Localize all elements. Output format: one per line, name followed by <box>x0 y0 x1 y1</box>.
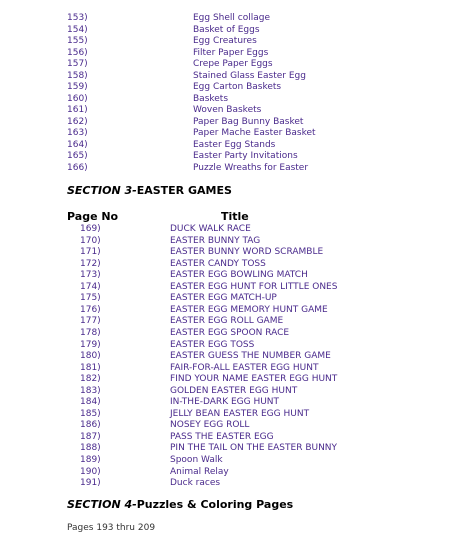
item-page-number: 185) <box>80 408 101 419</box>
item-title: Spoon Walk <box>170 455 223 465</box>
item-title: EASTER BUNNY WORD SCRAMBLE <box>170 247 324 258</box>
item-page-number: 164) <box>67 139 88 150</box>
item-page-number: 171) <box>80 247 101 258</box>
item-title: Crepe Paper Eggs <box>193 59 273 69</box>
item-page-number: 189) <box>80 455 101 465</box>
item-page-number: 170) <box>80 235 101 246</box>
item-page-number: 174) <box>80 281 101 292</box>
item-title: Easter Party Invitations <box>193 151 298 161</box>
item-page-number: 178) <box>80 327 101 338</box>
item-title: Basket of Eggs <box>193 24 260 35</box>
item-page-number: 172) <box>80 258 101 269</box>
item-page-number: 157) <box>67 59 88 69</box>
item-page-number: 191) <box>80 478 101 489</box>
item-title: PASS THE EASTER EGG <box>170 431 274 442</box>
item-page-number: 163) <box>67 128 88 138</box>
item-page-number: 166) <box>67 162 88 173</box>
item-title: Paper Mache Easter Basket <box>193 128 316 138</box>
item-page-number: 155) <box>67 36 88 46</box>
item-page-number: 186) <box>80 420 101 431</box>
item-title: Egg Creatures <box>193 36 257 46</box>
item-page-number: 183) <box>80 385 101 396</box>
item-title: EASTER EGG SPOON RACE <box>170 327 290 338</box>
item-title: Stained Glass Easter Egg <box>193 70 306 81</box>
item-title: Easter Egg Stands <box>193 139 276 150</box>
item-title: Woven Baskets <box>193 105 262 115</box>
item-page-number: 181) <box>80 362 101 373</box>
item-title: Filter Paper Eggs <box>193 47 269 58</box>
section-4-heading <box>67 498 293 511</box>
item-title: EASTER BUNNY TAG <box>170 235 261 246</box>
item-title: Duck races <box>170 478 221 489</box>
item-page-number: 188) <box>80 443 101 454</box>
item-page-number: 187) <box>80 431 101 442</box>
item-title: FAIR-FOR-ALL EASTER EGG HUNT <box>170 362 319 373</box>
pages-range: Pages 193 thru 209 <box>67 523 156 533</box>
item-title: PIN THE TAIL ON THE EASTER BUNNY <box>170 443 338 454</box>
item-page-number: 162) <box>67 116 88 127</box>
section-3-heading <box>67 184 232 197</box>
item-page-number: 161) <box>67 105 88 115</box>
item-page-number: 156) <box>67 47 88 58</box>
item-page-number: 158) <box>67 70 88 81</box>
section-3-name: EASTER GAMES <box>136 184 232 197</box>
column-header-page-no: Page No <box>67 210 119 223</box>
item-page-number: 176) <box>80 304 101 315</box>
item-page-number: 184) <box>80 397 101 408</box>
item-page-number: 179) <box>80 339 101 350</box>
item-title: EASTER CANDY TOSS <box>170 258 266 269</box>
item-page-number: 159) <box>67 82 88 92</box>
item-title: EASTER GUESS THE NUMBER GAME <box>170 351 331 362</box>
item-title: EASTER EGG MATCH-UP <box>170 293 277 304</box>
section-4-prefix: SECTION 4- <box>67 498 137 511</box>
item-title: Puzzle Wreaths for Easter <box>193 162 309 173</box>
section-4-name: Puzzles & Coloring Pages <box>136 498 294 511</box>
item-page-number: 190) <box>80 466 101 477</box>
item-title: EASTER EGG MEMORY HUNT GAME <box>170 304 328 315</box>
item-title: EASTER EGG BOWLING MATCH <box>170 270 308 281</box>
item-title: DUCK WALK RACE <box>170 224 251 234</box>
item-title: Animal Relay <box>170 466 229 477</box>
item-title: EASTER EGG ROLL GAME <box>170 316 284 327</box>
item-title: FIND YOUR NAME EASTER EGG HUNT <box>170 374 338 385</box>
item-title: Egg Carton Baskets <box>193 82 282 92</box>
item-page-number: 182) <box>80 374 101 385</box>
item-title: Baskets <box>193 93 229 104</box>
item-page-number: 173) <box>80 270 101 281</box>
item-page-number: 160) <box>67 93 88 104</box>
item-title: JELLY BEAN EASTER EGG HUNT <box>170 408 310 419</box>
item-title: IN-THE-DARK EGG HUNT <box>170 397 280 408</box>
item-page-number: 153) <box>67 13 88 23</box>
item-title: Egg Shell collage <box>193 13 271 23</box>
item-page-number: 165) <box>67 151 88 161</box>
column-header-title: Title <box>221 210 249 223</box>
item-page-number: 180) <box>80 351 101 362</box>
item-page-number: 169) <box>80 224 101 234</box>
item-page-number: 177) <box>80 316 101 327</box>
item-page-number: 154) <box>67 24 88 35</box>
item-page-number: 175) <box>80 293 101 304</box>
item-title: EASTER EGG TOSS <box>170 339 255 350</box>
item-title: NOSEY EGG ROLL <box>170 420 250 431</box>
section-3-prefix: SECTION 3- <box>67 184 137 197</box>
item-title: EASTER EGG HUNT FOR LITTLE ONES <box>170 281 338 292</box>
item-title: GOLDEN EASTER EGG HUNT <box>170 385 298 396</box>
item-title: Paper Bag Bunny Basket <box>193 116 304 127</box>
